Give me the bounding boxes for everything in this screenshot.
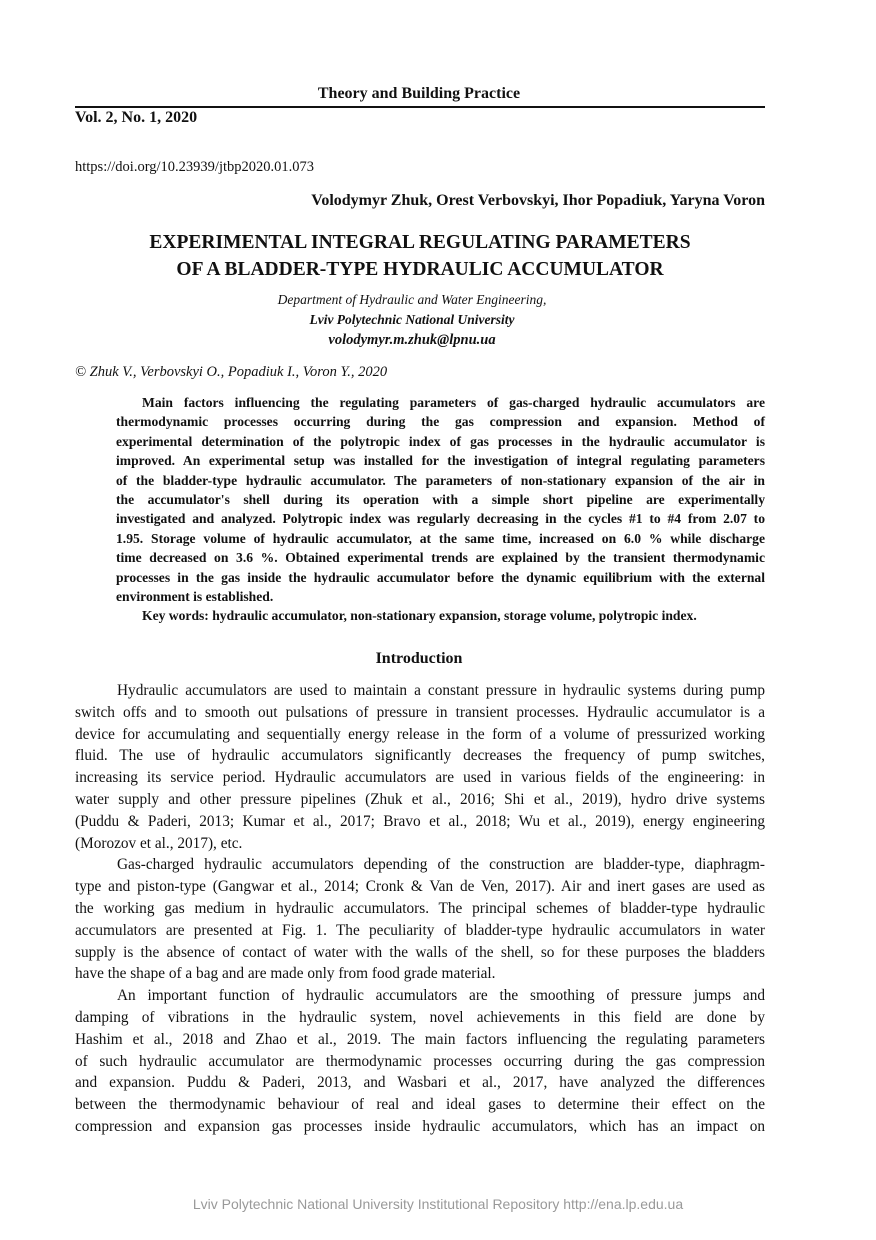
header-rule	[75, 106, 765, 108]
text-line: investigated and analyzed. Polytropic index was regularly decreasing in the cycles #1 to #4 from 2.07 to	[116, 511, 765, 527]
paragraph	[75, 854, 765, 985]
text-line: improved. An experimental setup was installed for the investigation of integral regulating parameters	[116, 453, 765, 469]
text-line: compression and expansion gas processes inside hydraulic accumulators, which has an impact on	[75, 1117, 765, 1135]
text-line: Main factors influencing the regulating parameters of gas-charged hydraulic accumulators are	[142, 395, 765, 410]
title-line: EXPERIMENTAL INTEGRAL REGULATING PARAMETERS	[149, 232, 691, 253]
text-line: have the shape of a bag and are made only from food grade material.	[75, 965, 496, 983]
text-line: Gas-charged hydraulic accumulators depending of the construction are bladder-type, diaphragm-	[117, 856, 765, 874]
email-link[interactable]: volodymyr.m.zhuk@lpnu.ua	[328, 332, 496, 348]
text-line: experimental determination of the polytropic index of gas processes in the hydraulic accumulator is	[116, 433, 765, 449]
text-line: processes in the gas inside the hydraulic accumulator before the dynamic equilibrium with the external	[116, 569, 765, 585]
text-line: damping of vibrations in the hydraulic system, novel achievements in this field are done by	[75, 1008, 765, 1026]
paper-title	[0, 229, 840, 283]
university: Lviv Polytechnic National University	[309, 312, 515, 327]
text-line: type and piston-type (Gangwar et al., 2014; Cronk & Van de Ven, 2017). Air and inert gases are used as	[75, 878, 765, 896]
text-line: (Morozov et al., 2017), etc.	[75, 834, 243, 852]
text-line: time decreased on 3.6 %. Obtained experimental trends are explained by the transient thermodynamic	[116, 550, 765, 566]
journal-name: Theory and Building Practice	[317, 85, 521, 102]
copyright: © Zhuk V., Verbovskyi O., Popadiuk I., Voron Y., 2020	[75, 364, 388, 380]
body-text	[75, 680, 765, 1138]
abstract	[116, 393, 765, 626]
text-line: switch offs and to smooth out pulsations of pressure in transient processes. Hydraulic accumulator is a	[75, 703, 765, 721]
paragraph	[75, 985, 765, 1138]
text-line: thermodynamic processes occurring during the gas compression and expansion. Method of	[116, 414, 765, 430]
title-line: OF A BLADDER-TYPE HYDRAULIC ACCUMULATOR	[176, 259, 664, 280]
text-line: supply is the absence of contact of water with the walls of the shell, so for these purposes the bladders	[75, 943, 765, 961]
text-line: between the thermodynamic behaviour of real and ideal gases to determine their effect on the	[75, 1096, 765, 1114]
text-line: increasing its service period. Hydraulic accumulators are used in various fields of the engineering: in	[75, 769, 765, 787]
text-line: 1.95. Storage volume of hydraulic accumulator, at the same time, increased on 6.0 % while discharge	[116, 530, 765, 546]
text-line: (Puddu & Paderi, 2013; Kumar et al., 2017; Bravo et al., 2018; Wu et al., 2019), energy engineering	[75, 812, 765, 830]
text-line: the working gas medium in hydraulic accumulators. The principal schemes of bladder-type hydraulic	[75, 899, 765, 917]
text-line: of such hydraulic accumulator are thermodynamic processes occurring during the gas compression	[75, 1052, 765, 1070]
text-line: accumulators are presented at Fig. 1. The peculiarity of bladder-type hydraulic accumulators in water	[75, 921, 765, 939]
text-line: environment is established.	[116, 589, 274, 605]
text-line: Hydraulic accumulators are used to maintain a constant pressure in hydraulic systems during pump	[117, 682, 765, 699]
section-heading: Introduction	[375, 650, 463, 667]
authors: Volodymyr Zhuk, Orest Verbovskyi, Ihor Popadiuk, Yaryna Voron	[311, 192, 765, 209]
text-line: the accumulator's shell during its operation with a simple short pipeline are experimentally	[116, 492, 765, 508]
text-line: and expansion. Puddu & Paderi, 2013, and Wasbari et al., 2017, have analyzed the differences	[75, 1074, 765, 1092]
text-line: device for accumulating and sequentially energy release in the form of a volume of pressurized working	[75, 725, 765, 743]
text-line: Hashim et al., 2018 and Zhao et al., 2019. The main factors influencing the regulating parameters	[75, 1030, 765, 1048]
text-line: fluid. The use of hydraulic accumulators significantly decreases the frequency of pump switches,	[75, 747, 765, 765]
affiliation	[0, 290, 824, 350]
paragraph	[75, 680, 765, 854]
text-line: of the bladder-type hydraulic accumulator. The parameters of non-stationary expansion of the air in	[116, 472, 765, 488]
repository-footer: Lviv Polytechnic National University Institutional Repository http://ena.lp.edu.ua	[192, 1196, 684, 1212]
keywords: Key words: hydraulic accumulator, non-stationary expansion, storage volume, polytropic index.	[142, 608, 697, 624]
text-line: water supply and other pressure pipelines (Zhuk et al., 2016; Shi et al., 2019), hydro drive systems	[75, 790, 765, 808]
text-line: An important function of hydraulic accumulators are the smoothing of pressure jumps and	[117, 987, 765, 1005]
department: Department of Hydraulic and Water Engineering,	[277, 292, 547, 307]
volume-info: Vol. 2, No. 1, 2020	[75, 109, 198, 126]
doi-link[interactable]: https://doi.org/10.23939/jtbp2020.01.073	[75, 159, 314, 175]
